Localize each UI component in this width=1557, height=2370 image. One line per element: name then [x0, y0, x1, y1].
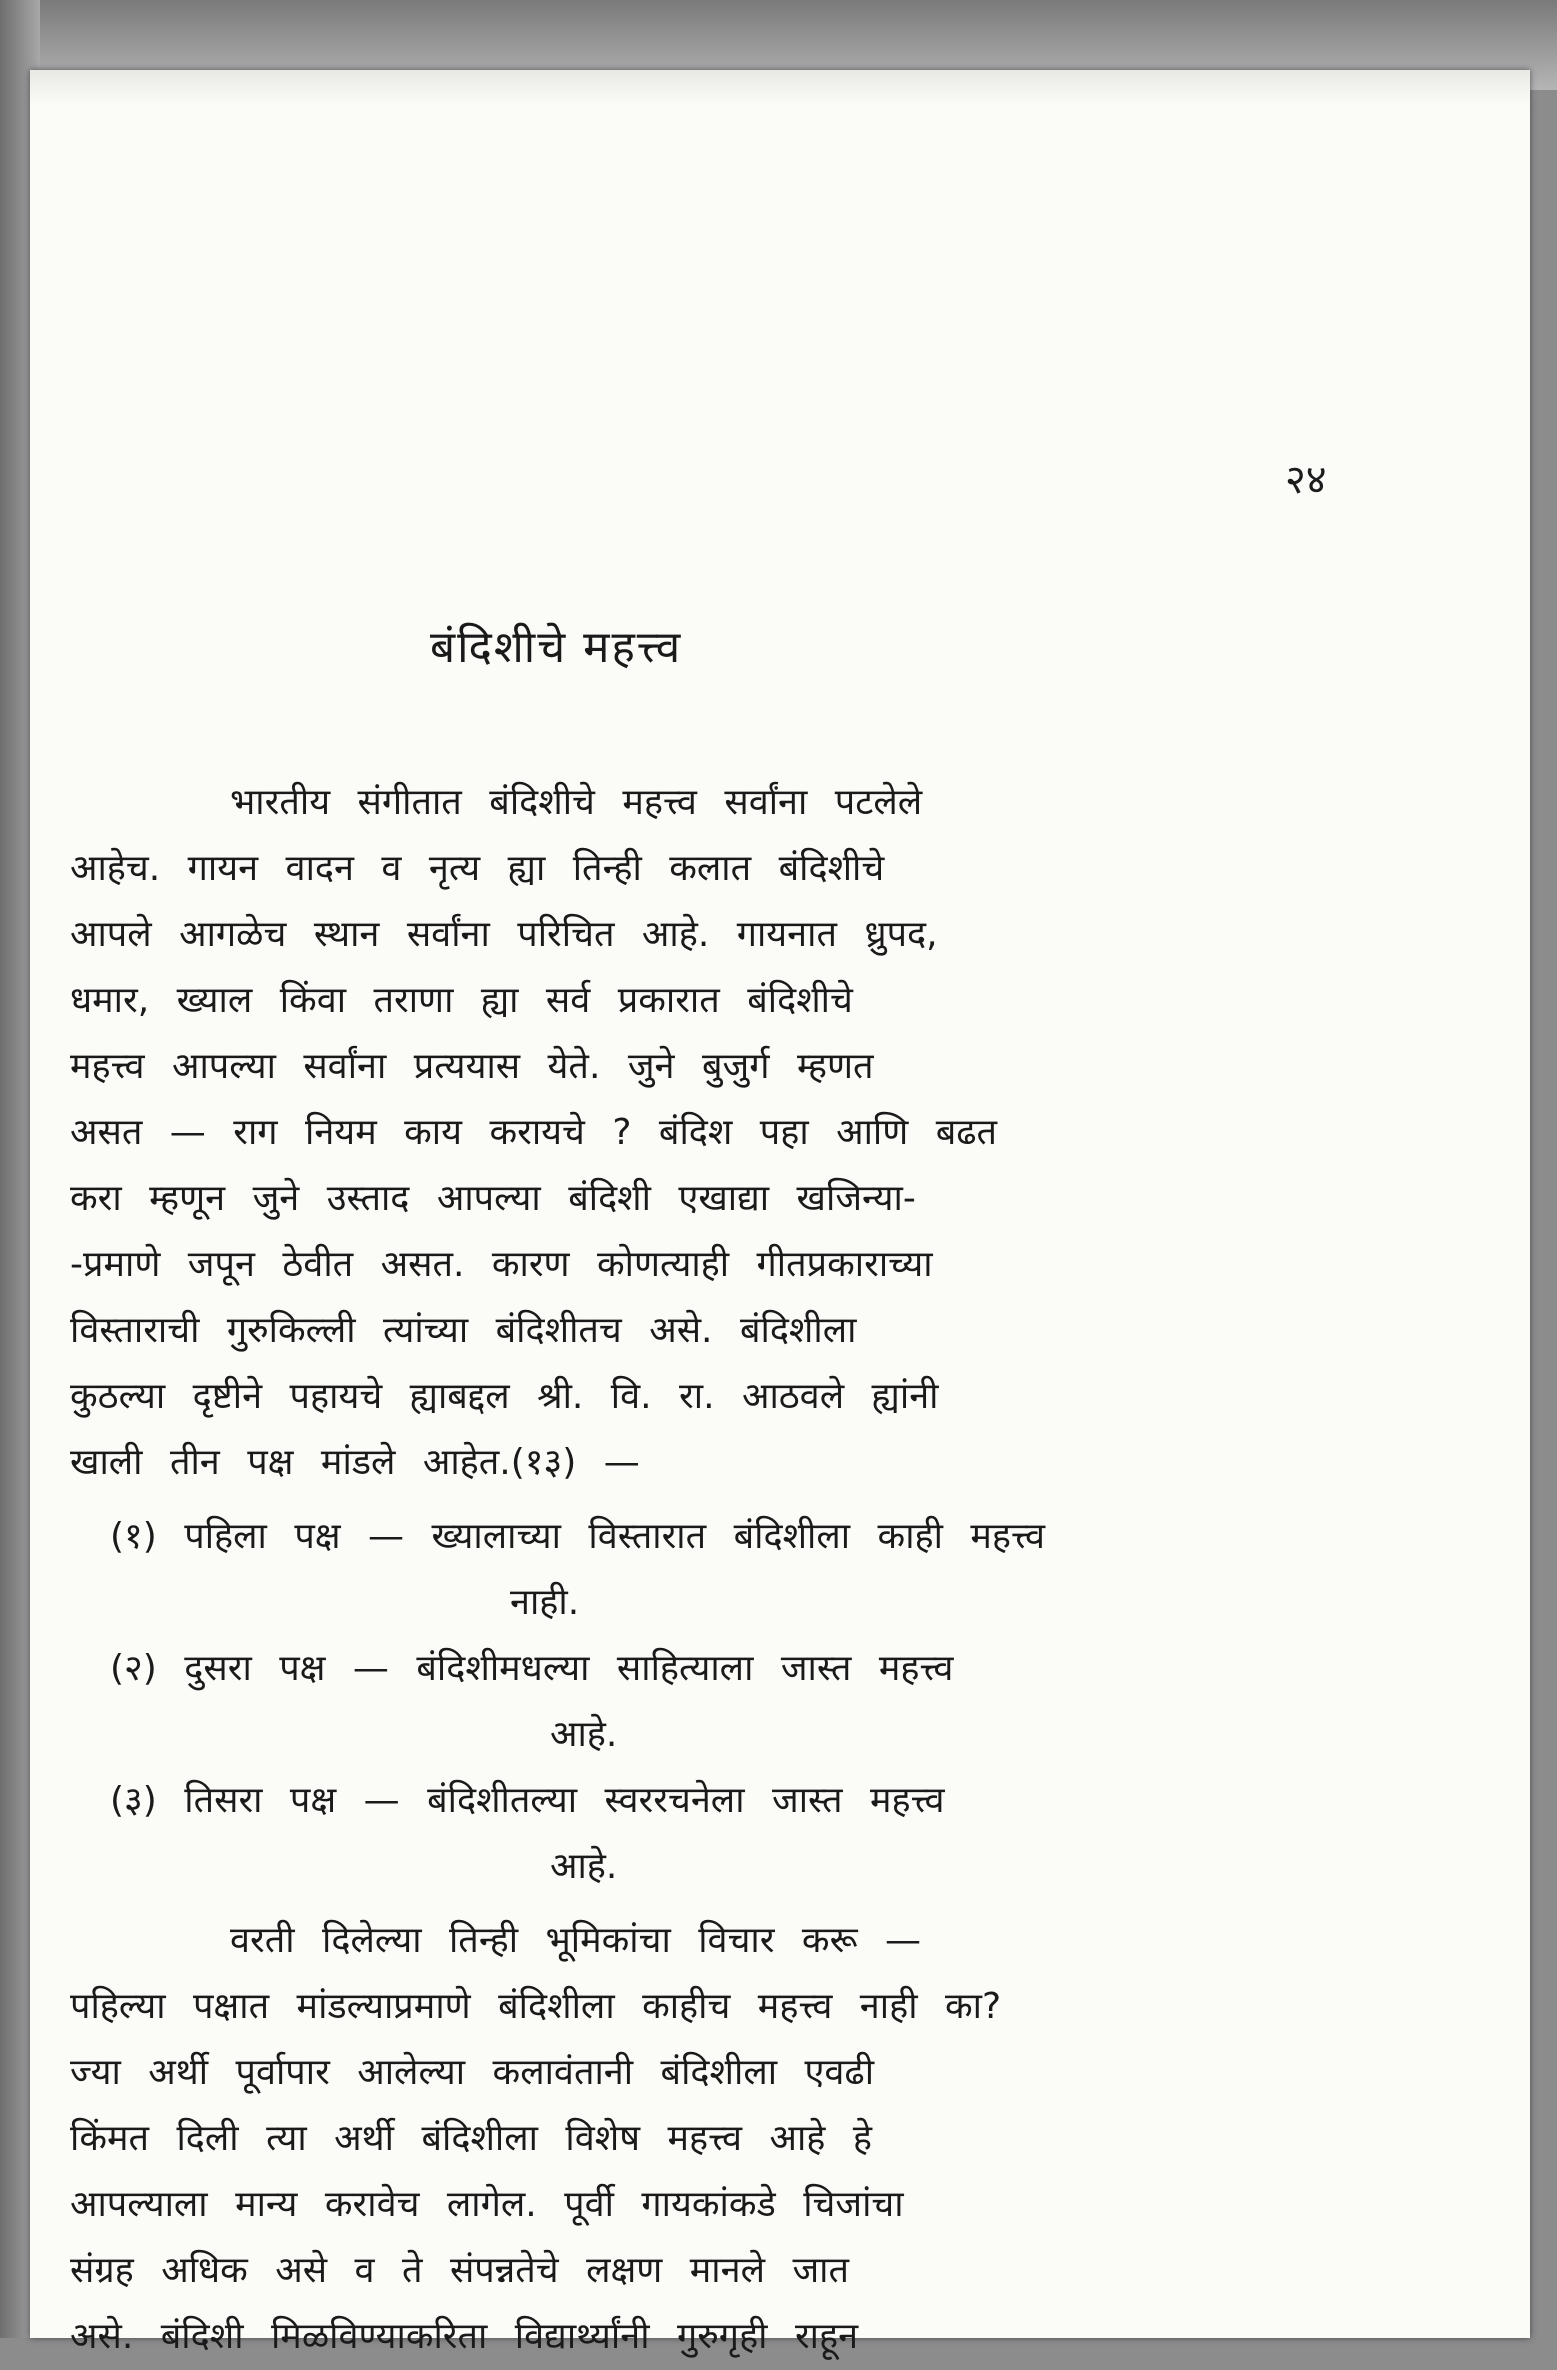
paragraph-line: खाली तीन पक्ष मांडले आहेत.(१३) —: [70, 1442, 640, 1483]
list-item: [70, 1768, 1450, 1834]
paragraph-line: किंमत दिली त्या अर्थी बंदिशीला विशेष महत्त्व आहे हे: [70, 2118, 872, 2159]
paragraph-line: करा म्हणून जुने उस्ताद आपल्या बंदिशी एखाद्या खजिन्या-: [70, 1178, 916, 1219]
list-number: (३): [110, 1780, 157, 1821]
paragraph-line: वरती दिलेल्या तिन्ही भूमिकांचा विचार करू —: [230, 1920, 921, 1961]
paragraph-line: भारतीय संगीतात बंदिशीचे महत्त्व सर्वांना पटलेले: [230, 782, 923, 823]
page-number: २४: [1285, 457, 1327, 503]
paragraph-line: असे. बंदिशी मिळविण्याकरिता विद्यार्थ्यांनी गुरुगृही राहून: [70, 2316, 859, 2357]
paragraph-line: आपले आगळेच स्थान सर्वांना परिचित आहे. गायनात ध्रुपद,: [70, 914, 938, 955]
list-item: [70, 1636, 1450, 1702]
list-text: दुसरा पक्ष — बंदिशीमधल्या साहित्याला जास्त महत्त्व: [184, 1648, 954, 1689]
paragraph-line: पहिल्या पक्षात मांडल्याप्रमाणे बंदिशीला काहीच महत्त्व नाही का?: [70, 1986, 1002, 2027]
paragraph-line: संग्रह अधिक असे व ते संपन्नतेचे लक्षण मानले जात: [70, 2250, 850, 2291]
paragraph-line: कुठल्या दृष्टीने पहायचे ह्याबद्दल श्री. वि. रा. आठवले ह्यांनी: [70, 1376, 939, 1417]
paragraph-line: ज्या अर्थी पूर्वापार आलेल्या कलावंतानी बंदिशीला एवढी: [70, 2052, 875, 2093]
paragraph-line: असत — राग नियम काय करायचे ? बंदिश पहा आणि बढत: [70, 1112, 998, 1153]
paragraph-line: धमार, ख्याल किंवा तराणा ह्या सर्व प्रकारात बंदिशीचे: [70, 980, 853, 1021]
list-item: [70, 1504, 1450, 1570]
paragraph-line: महत्त्व आपल्या सर्वांना प्रत्ययास येते. जुने बुजुर्ग म्हणत: [70, 1046, 874, 1087]
spacer: [70, 1496, 1450, 1504]
list-number: (१): [110, 1516, 157, 1557]
paragraph-line: विस्ताराची गुरुकिल्ली त्यांच्या बंदिशीतच असे. बंदिशीला: [70, 1310, 857, 1351]
spacer: [70, 1900, 1450, 1908]
page-title: बंदिशीचे महत्त्व: [430, 622, 683, 673]
paragraph-line: आपल्याला मान्य करावेच लागेल. पूर्वी गायकांकडे चिजांचा: [70, 2184, 904, 2225]
list-item-continuation: नाही.: [510, 1582, 580, 1623]
page-body: [70, 770, 1450, 2370]
paragraph-line: -प्रमाणे जपून ठेवीत असत. कारण कोणत्याही गीतप्रकाराच्या: [70, 1244, 933, 1285]
list-item-continuation: आहे.: [550, 1846, 618, 1887]
paragraph-line: आहेच. गायन वादन व नृत्य ह्या तिन्ही कलात बंदिशीचे: [70, 848, 885, 889]
list-item-continuation: आहे.: [550, 1714, 618, 1755]
list-text: तिसरा पक्ष — बंदिशीतल्या स्वररचनेला जास्त महत्त्व: [184, 1780, 945, 1821]
list-text: पहिला पक्ष — ख्यालाच्या विस्तारात बंदिशीला काही महत्त्व: [184, 1516, 1045, 1557]
page-edge: [30, 70, 1530, 106]
list-number: (२): [110, 1648, 157, 1689]
notebook-page: [30, 70, 1530, 2357]
